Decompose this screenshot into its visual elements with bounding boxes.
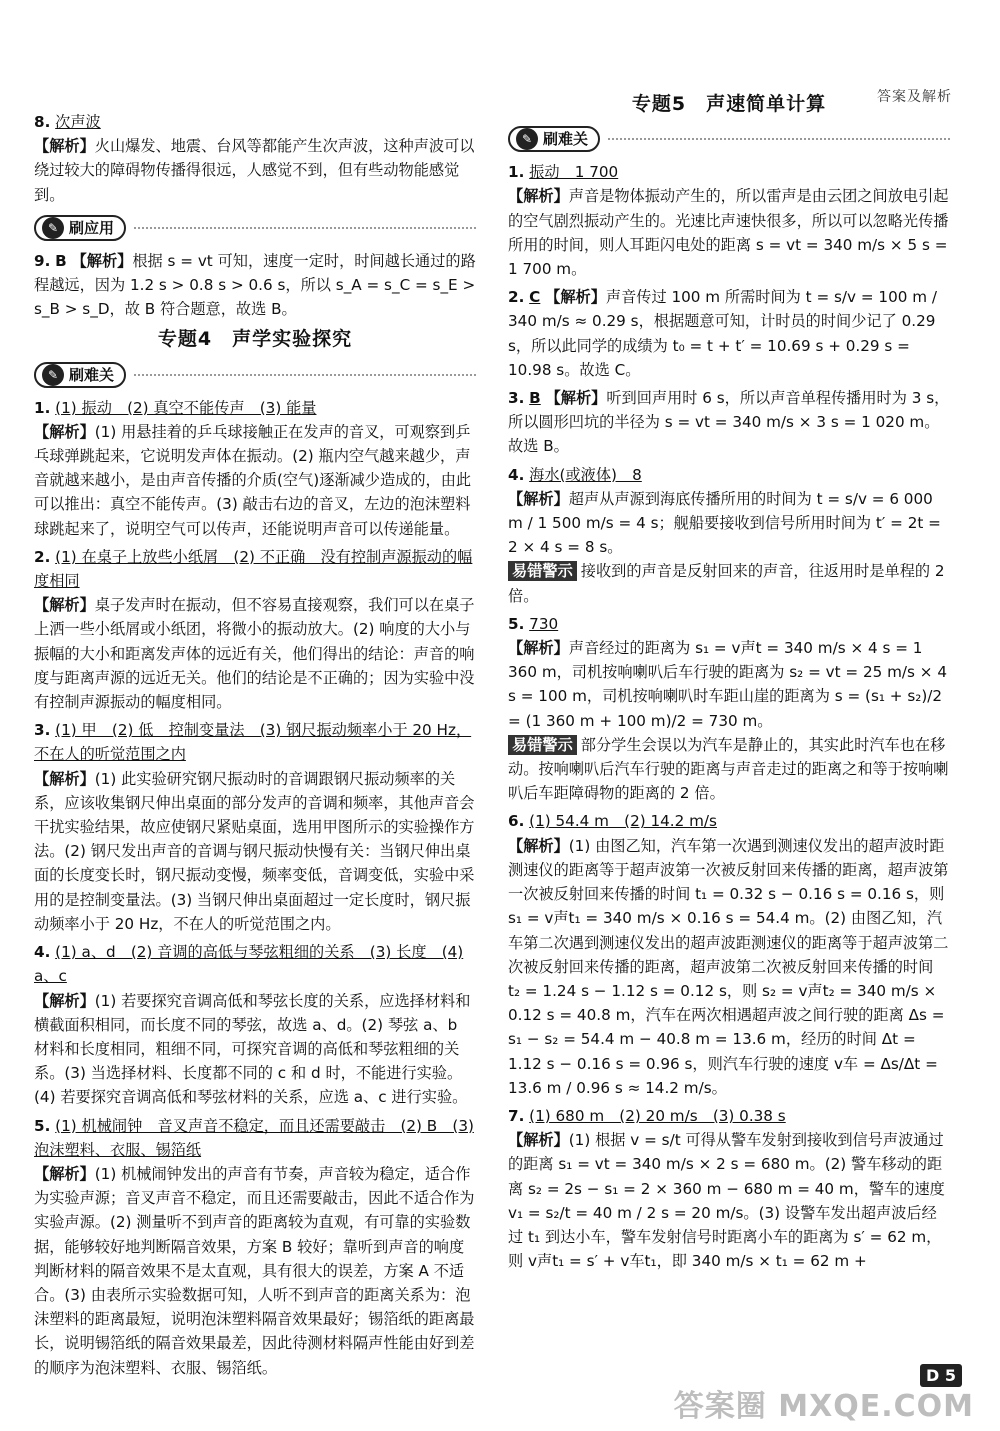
question-1 [34,396,476,541]
banner-divider [134,374,476,376]
question-answer: B [55,251,67,270]
question-2 [508,285,950,382]
question-answer: (1) 甲 (2) 低 控制变量法 (3) 钢尺振动频率小于 20 Hz，不在人的听觉范围之内 [34,721,472,764]
analysis-text: 根据 s = vt 可知，速度一定时，时间越长通过的路程越远，因为 1.2 s > 0.8 s > 0.6 s，所以 s_A = s_C = s_E > s_B > s_D，故 B 符合题意，故选 B。 [34,251,476,319]
question-1 [508,160,950,281]
brush-icon: ✎ [42,217,64,239]
analysis-label: 【解析】 [34,1164,95,1183]
question-number: 2. [34,547,51,566]
section-title: 专题5 声速简单计算 [631,93,827,115]
question-number: 9. [34,251,51,270]
question-number: 3. [34,721,51,740]
section-banner-hard [34,360,476,390]
question-number: 4. [34,943,51,962]
question-answer: C [529,288,541,307]
question-number: 2. [508,288,525,307]
question-answer: (1) a、d (2) 音调的高低与琴弦粗细的关系 (3) 长度 (4) a、c [34,943,464,986]
question-number: 5. [34,1116,51,1135]
analysis-label: 【解析】 [71,251,133,270]
section-banner-hard [508,124,950,154]
analysis-text-continued: (1 360 m + 100 m)/2 = 730 m。 [525,711,773,730]
brush-icon: ✎ [516,128,538,150]
analysis-label: 【解析】 [34,596,95,615]
analysis-text: 声音经过的距离为 s₁ = v声t = 340 m/s × 4 s = 1 360 m，司机按响喇叭后车行驶的距离为 s₂ = vt = 25 m/s × 4 s = 100 m，司机按响喇叭时车距山崖的距离为 s = (s₁ + s₂)/2 = [508,639,947,730]
left-column [34,110,476,1384]
question-5 [34,1114,476,1380]
brush-icon: ✎ [42,364,64,386]
question-answer: 海水(或液体) 8 [529,465,642,484]
analysis-label: 【解析】 [508,836,569,855]
warning-badge: 易错警示 [508,561,577,581]
header-tag: 答案及解析 [877,89,952,105]
question-number: 3. [508,389,525,408]
question-number: 7. [508,1106,525,1125]
banner-badge [34,362,126,388]
analysis-text: (1) 若要探究音调高低和琴弦长度的关系，应选择材料和横截面积相同，而长度不同的琴弦，故选 a、d。(2) 琴弦 a、b 材料和长度相同，粗细不同，可探究音调的高低和琴弦粗细的关系。(3) 当选择材料、长度都不同的 c 和 d 时，不能进行实验。(4) 若要探究音调高低和琴弦材料的关系，应选 a、c 进行实验。 [34,991,471,1107]
analysis-label: 【解析】 [508,489,569,508]
question-number: 4. [508,465,525,484]
analysis-text: (1) 根据 v = s/t 可得从警车发射到接收到信号声波通过的距离 s₁ = vt = 340 m/s × 2 s = 680 m。(2) 警车移动的距离 s₂ = 2s − s₁ = 2 × 360 m − 680 m = 40 m，警车的速度 v₁ = s₂/t = 40 m / 2 s = 20 m/s。(3) 设警车发出超声波后经过 t₁ 到达小车，警车发射信号时距离小车的距离为 s′ = 62 m，则 v声t₁ = s′ + v车t₁，即 340 m/s × t₁ = 62 m + [508,1131,945,1271]
question-4 [34,940,476,1109]
analysis-label: 【解析】 [34,769,95,788]
question-number: 5. [508,614,525,633]
question-number: 6. [508,812,525,831]
question-2 [34,545,476,714]
analysis-text: 超声从声源到海底传播所用的时间为 t = s/v = [568,489,885,508]
analysis-text: 听到回声用时 6 s，所以声音单程传播用时为 3 s，所以圆形凹坑的半径为 s = vt = 340 m/s × 3 s = 1 020 m。故选 B。 [508,389,950,456]
question-number: 8. [34,113,51,131]
banner-label: 刷难关 [543,130,589,149]
analysis-text: 桌子发声时在振动，但不容易直接观察，我们可以在桌子上洒一些小纸屑或小纸团，将微小的振动放大。(2) 响度的大小与振幅的大小和距离发声体的远近有关，他们得出的结论：声音的响度与距离声源的远近无关。他们的结论是不正确的；因为实验中没有控制声源振动的幅度相同。 [34,596,475,712]
banner-badge [508,126,600,152]
analysis-label: 【解析】 [34,422,95,441]
question-answer: 730 [529,614,559,633]
analysis-label: 【解析】 [34,991,95,1010]
question-answer: 振动 1 700 [529,163,619,182]
question-8 [34,110,476,207]
question-7 [508,1104,950,1273]
question-number: 1. [34,398,51,417]
analysis-label: 【解析】 [34,137,95,156]
analysis-text: (1) 此实验研究钢尺振动时的音调跟钢尺振动频率的关系，应该收集钢尺伸出桌面的部分发声的音调和频率，其他声音会干扰实验结果，故应使钢尺紧贴桌面，选用甲图所示的实验操作方法。(2) 钢尺发出声音的音调与钢尺振动快慢有关：当钢尺伸出桌面的长度变长时，钢尺振动变慢，频率变低，音调变低，实验中采用的是控制变量法。(3) 当钢尺伸出桌面超过一定长度时，钢尺振动频率小于 20 Hz，不在人的听觉范围之内。 [34,769,475,933]
analysis-text: (1) 由图乙知，汽车第一次遇到测速仪发出的超声波时距测速仪的距离等于超声波第一次被反射回来传播的距离，超声波第一次被反射回来传播的时间 t₁ = 0.32 s − 0.16 s = 0.16 s，则 s₁ = v声t₁ = 340 m/s × 0.16 s = 54.4 m。(2) 由图乙知，汽车第二次遇到测速仪发出的超声波距测速仪的距离等于超声波第二次被反射回来传播的距离，超声波第二次被反射回来传播的时间 t₂ = 1.24 s − 1.12 s = 0.12 s，则 s₂ = v声t₂ = 340 m/s × 0.12 s = 40.8 m，汽车在两次相遇超声波之间行驶的距离 Δs = s₁ − s₂ = 54.4 m − 40.8 m = 13.6 m，经历的时间 Δt = 1.12 s − 0.16 s = 0.96 s，则汽车行驶的速度 v车 = Δs/Δt = 13.6 m / 0.96 s ≈ 14.2 m/s。 [508,836,949,1097]
question-answer: (1) 振动 (2) 真空不能传声 (3) 能量 [55,398,317,417]
question-9 [34,249,476,322]
question-answer: (1) 54.4 m (2) 14.2 m/s [529,812,717,831]
analysis-label: 【解析】 [508,639,569,658]
question-answer: 次声波 [55,113,101,131]
question-answer: B [529,389,541,408]
banner-badge [34,215,126,241]
page-number: D 5 [920,1364,962,1387]
question-answer: (1) 680 m (2) 20 m/s (3) 0.38 s [529,1106,786,1125]
analysis-text: 火山爆发、地震、台风等都能产生次声波，这种声波可以绕过较大的障碍物传播得很远，人感觉不到，但有些动物能感觉到。 [34,137,475,204]
analysis-label: 【解析】 [545,389,607,408]
warning-text: 接收到的声音是反射回来的声音，往返用时是单程的 2 倍。 [508,562,945,605]
analysis-text: (1) 用悬挂着的乒乓球接触正在发声的音叉，可观察到乒乓球弹跳起来，它说明发声体在振动。(2) 瓶内空气越来越少，声音就越来越小，是由声音传播的介质(空气)逐渐减少造成的，由此可以推出：真空不能传声。(3) 敲击右边的音叉，左边的泡沫塑料球跳起来了，说明空气可以传声，还能说明声音可以传递能量。 [34,422,472,538]
question-5 [508,612,950,806]
analysis-label: 【解析】 [508,1131,569,1150]
question-answer: (1) 在桌子上放些小纸屑 (2) 不正确 没有控制声源振动的幅度相同 [34,547,473,591]
question-6 [508,809,950,1099]
question-number: 1. [508,163,525,182]
analysis-label: 【解析】 [545,288,606,307]
analysis-text-continued: 0.29 s，根据题意可知，计时员的时间少记了 0.29 s，所以此同学的成绩为 t₀ = t + t′ = 10.69 s + 0.29 s = 10.98 s。故选 C。 [508,312,936,379]
warning-text: 部分学生会误以为汽车是静止的，其实此时汽车也在移动。按响喇叭后汽车行驶的距离与声音走过的距离之和等于按响喇叭后车距障碍物的距离的 2 倍。 [508,735,949,803]
analysis-text: 声音传过 100 m 所需时间为 t = s/v = 100 m / 340 m/s ≈ [508,288,937,331]
right-column [508,86,950,1277]
analysis-text: (1) 机械闹钟发出的声音有节奏，声音较为稳定，适合作为实验声源；音叉声音不稳定，而且还需要敲击，因此不适合作为实验声源。(2) 测量听不到声音的距离较为直观，有可靠的实验数据，能够较好地判断隔音效果，方案 B 较好；靠听到声音的响度判断材料的隔音效果不是太直观，具有很大的误差，方案 A 不适合。(3) 由表所示实验数据可知，人听不到声音的距离关系为：泡沫塑料的距离最短，说明泡沫塑料隔音效果最好；锡箔纸的距离最长，说明锡箔纸的隔音效果最差，因此待测材料隔声性能由好到差的顺序为泡沫塑料、衣服、锡箔纸。 [34,1164,475,1377]
analysis-text-continued: 6 000 m / 1 500 m/s = 4 s；舰船要接收到信号所用时间为 t′ = 2t = 2 × 4 s = 8 s。 [508,489,941,557]
banner-label: 刷难关 [69,365,115,384]
question-4 [508,463,950,608]
analysis-text: 声音是物体振动产生的，所以雷声是由云团之间放电引起的空气剧烈振动产生的。光速比声速快很多，所以可以忽略光传播所用的时间，则人耳距闪电处的距离 s = vt = 340 m/s × 5 s = 1 700 m。 [508,187,949,279]
banner-divider [134,227,476,229]
warning-badge: 易错警示 [508,735,577,755]
question-3 [34,718,476,936]
question-3 [508,386,950,459]
section-title: 专题4 声学实验探究 [157,328,353,351]
banner-divider [608,138,950,140]
section-banner-apply [34,213,476,243]
watermark-logo: 答案圈 MXQE.COM [673,1389,974,1424]
question-answer: (1) 机械闹钟 音叉声音不稳定，而且还需要敲击 (2) B (3) 泡沫塑料、衣服、锡箔纸 [34,1116,474,1159]
banner-label: 刷应用 [69,218,115,237]
analysis-label: 【解析】 [508,187,569,206]
